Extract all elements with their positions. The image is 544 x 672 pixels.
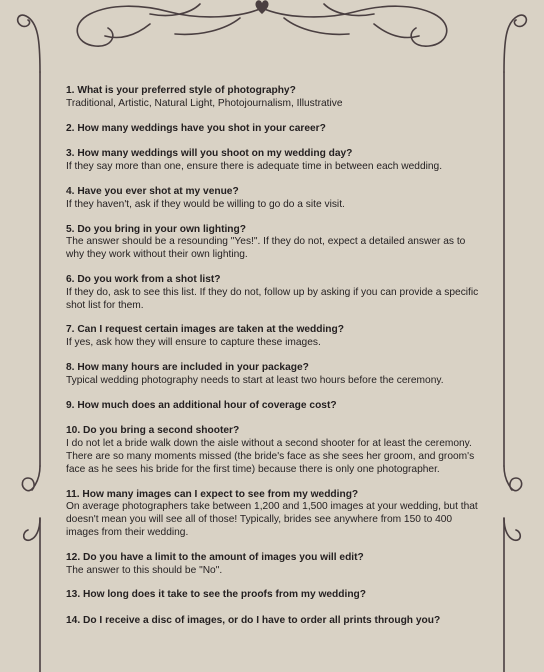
question-item xyxy=(66,615,480,628)
answer: On average photographers take between 1,200 and 1,500 images at your wedding, but that doesn't mean you will see all of those! Typically, brides see anywhere from 150 to 400 images from their wedding. xyxy=(66,501,478,538)
question-item xyxy=(66,274,480,312)
question-item xyxy=(66,489,480,540)
question-item xyxy=(66,186,480,212)
question: 11. How many images can I expect to see from my wedding? xyxy=(66,488,359,500)
question-item xyxy=(66,324,480,350)
answer: Typical wedding photography needs to start at least two hours before the ceremony. xyxy=(66,374,444,386)
question-list xyxy=(66,85,480,641)
question-item xyxy=(66,552,480,578)
question: 12. Do you have a limit to the amount of images you will edit? xyxy=(66,551,364,563)
question-item xyxy=(66,589,480,602)
question-item xyxy=(66,123,480,136)
question: 13. How long does it take to see the proofs from my wedding? xyxy=(66,589,367,601)
question-item xyxy=(66,425,480,476)
answer: I do not let a bride walk down the aisle without a second shooter for at least the ceremony. There are so many moments missed (the bride's face as she sees her groom, and groom's face as he sees his bride for the first time) because there is only one photographer. xyxy=(66,438,475,475)
answer: The answer to this should be "No". xyxy=(66,564,223,576)
question-item xyxy=(66,148,480,174)
question: 3. How many weddings will you shoot on my wedding day? xyxy=(66,148,353,160)
question: 7. Can I request certain images are taken at the wedding? xyxy=(66,324,344,336)
answer: If they haven't, ask if they would be willing to go do a site visit. xyxy=(66,198,345,210)
question: 5. Do you bring in your own lighting? xyxy=(66,223,246,235)
answer: The answer should be a resounding "Yes!". If they do not, expect a detailed answer as to why they work without their own lighting. xyxy=(66,236,466,261)
question-item xyxy=(66,85,480,111)
question: 6. Do you work from a shot list? xyxy=(66,273,221,285)
question: 9. How much does an additional hour of coverage cost? xyxy=(66,399,337,411)
answer: Traditional, Artistic, Natural Light, Photojournalism, Illustrative xyxy=(66,97,343,109)
question: 8. How many hours are included in your package? xyxy=(66,361,309,373)
question: 1. What is your preferred style of photography? xyxy=(66,85,296,96)
question-item xyxy=(66,362,480,388)
question-item xyxy=(66,224,480,262)
top-right-curl-icon xyxy=(504,15,526,72)
answer: If they do, ask to see this list. If they do not, follow up by asking if you can provide a specific shot list for them. xyxy=(66,286,479,311)
answer: If yes, ask how they will ensure to capture these images. xyxy=(66,337,321,349)
question: 10. Do you bring a second shooter? xyxy=(66,425,240,437)
mid-left-curl-icon xyxy=(22,466,40,672)
heart-icon xyxy=(255,0,268,14)
question: 2. How many weddings have you shot in your career? xyxy=(66,122,326,134)
mid-right-curl-icon xyxy=(504,466,522,672)
question: 14. Do I receive a disc of images, or do I have to order all prints through you? xyxy=(66,615,441,627)
answer: If they say more than one, ensure there is adequate time in between each wedding. xyxy=(66,161,443,173)
top-left-curl-icon xyxy=(18,15,40,72)
question-item xyxy=(66,400,480,413)
question: 4. Have you ever shot at my venue? xyxy=(66,185,239,197)
